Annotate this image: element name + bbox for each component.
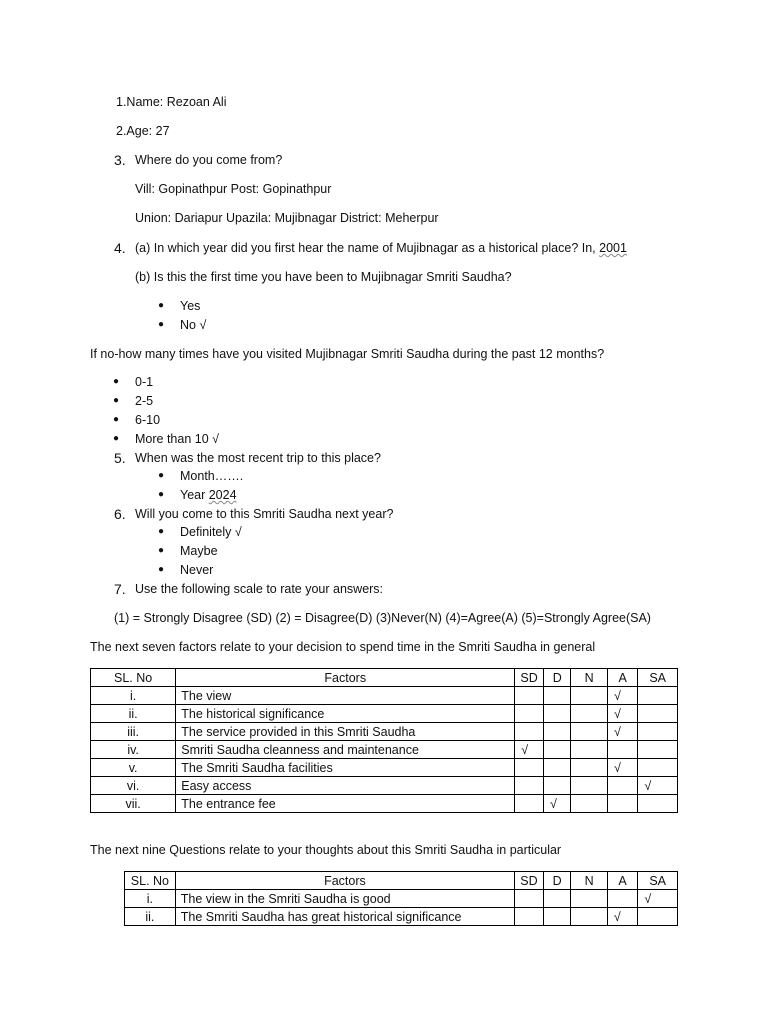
table-row bbox=[91, 705, 678, 723]
rating-cell-a: √ bbox=[607, 723, 637, 741]
table-row bbox=[91, 795, 678, 813]
factor-cell: The view in the Smriti Saudha is good bbox=[175, 890, 514, 908]
question-7-number: 7. bbox=[114, 581, 126, 597]
question-4a-text: (a) In which year did you first hear the name of Mujibnagar as a historical place? In, 2001 bbox=[135, 241, 627, 255]
visits-option: 6-10 bbox=[135, 413, 161, 427]
rating-cell-sd bbox=[515, 723, 544, 741]
question-3-number: 3. bbox=[114, 152, 126, 168]
rating-cell-sa bbox=[638, 795, 678, 813]
factor-cell: Easy access bbox=[176, 777, 515, 795]
factor-cell: The Smriti Saudha has great historical significance bbox=[175, 908, 514, 926]
factor-cell: Smriti Saudha cleanness and maintenance bbox=[176, 741, 515, 759]
question-6-text: Will you come to this Smriti Saudha next year? bbox=[135, 507, 394, 521]
rating-cell-sd bbox=[515, 795, 544, 813]
rating-cell-n bbox=[571, 741, 608, 759]
question-5-number: 5. bbox=[114, 450, 126, 466]
rating-cell-sa bbox=[638, 723, 678, 741]
visits-option: More than 10 √ bbox=[135, 432, 219, 446]
q6-option: Maybe bbox=[180, 544, 218, 558]
table-row bbox=[91, 723, 678, 741]
table-row bbox=[91, 741, 678, 759]
rating-cell-d bbox=[544, 777, 571, 795]
rating-cell-sd bbox=[515, 777, 544, 795]
q5-year: Year 2024 bbox=[180, 488, 237, 502]
rating-cell-n bbox=[571, 908, 608, 926]
serial-cell: i. bbox=[125, 890, 176, 908]
question-4b-text: (b) Is this the first time you have been to Mujibnagar Smriti Saudha? bbox=[135, 270, 512, 284]
table-header-row bbox=[125, 872, 678, 890]
factor-cell: The view bbox=[176, 687, 515, 705]
bullet-icon: ● bbox=[158, 489, 165, 500]
bullet-icon: ● bbox=[158, 319, 165, 330]
rating-cell-d bbox=[544, 741, 571, 759]
rating-cell-n bbox=[571, 687, 608, 705]
column-header: N bbox=[571, 872, 608, 890]
rating-table-2 bbox=[124, 871, 678, 926]
rating-cell-n bbox=[571, 759, 608, 777]
serial-cell: vi. bbox=[91, 777, 176, 795]
column-header: SD bbox=[515, 872, 544, 890]
question-4-number: 4. bbox=[114, 240, 126, 256]
question-3-text: Where do you come from? bbox=[135, 153, 283, 167]
bullet-icon: ● bbox=[158, 470, 165, 481]
factor-cell: The entrance fee bbox=[176, 795, 515, 813]
rating-cell-d: √ bbox=[544, 795, 571, 813]
table-1-intro: The next seven factors relate to your decision to spend time in the Smriti Saudha in general bbox=[90, 640, 596, 654]
column-header: SL. No bbox=[125, 872, 176, 890]
rating-cell-d bbox=[544, 705, 571, 723]
bullet-icon: ● bbox=[158, 300, 165, 311]
serial-cell: iii. bbox=[91, 723, 176, 741]
column-header: SL. No bbox=[91, 669, 176, 687]
rating-cell-sa bbox=[638, 741, 678, 759]
rating-scale: (1) = Strongly Disagree (SD) (2) = Disagree(D) (3)Never(N) (4)=Agree(A) (5)=Strongly Agree(SA) bbox=[114, 611, 651, 625]
q5-month: Month……. bbox=[180, 469, 244, 483]
rating-cell-a: √ bbox=[607, 705, 637, 723]
q6-option: Definitely √ bbox=[180, 525, 242, 539]
rating-cell-n bbox=[571, 705, 608, 723]
rating-cell-a bbox=[607, 795, 637, 813]
q4b-option-no: No √ bbox=[180, 318, 207, 332]
rating-cell-sa bbox=[638, 705, 678, 723]
column-header: A bbox=[607, 872, 637, 890]
rating-cell-d bbox=[543, 890, 570, 908]
rating-table-1 bbox=[90, 668, 678, 813]
q6-option: Never bbox=[180, 563, 214, 577]
visits-question: If no-how many times have you visited Mujibnagar Smriti Saudha during the past 12 months? bbox=[90, 347, 605, 361]
question-6-number: 6. bbox=[114, 506, 126, 522]
rating-cell-sa bbox=[638, 759, 678, 777]
rating-cell-a: √ bbox=[607, 908, 637, 926]
question-2-age: 2.Age: 27 bbox=[116, 124, 170, 138]
rating-cell-n bbox=[571, 890, 608, 908]
question-4a-year: 2001 bbox=[599, 241, 627, 255]
bullet-icon: ● bbox=[113, 414, 120, 425]
serial-cell: iv. bbox=[91, 741, 176, 759]
column-header: Factors bbox=[176, 669, 515, 687]
rating-cell-d bbox=[543, 908, 570, 926]
serial-cell: ii. bbox=[91, 705, 176, 723]
column-header: A bbox=[607, 669, 637, 687]
bullet-icon: ● bbox=[158, 564, 165, 575]
rating-cell-sa: √ bbox=[638, 890, 678, 908]
bullet-icon: ● bbox=[113, 376, 120, 387]
rating-cell-sa bbox=[638, 687, 678, 705]
table-header-row bbox=[91, 669, 678, 687]
serial-cell: i. bbox=[91, 687, 176, 705]
bullet-icon: ● bbox=[158, 545, 165, 556]
column-header: SA bbox=[638, 872, 678, 890]
rating-cell-n bbox=[571, 777, 608, 795]
rating-cell-a: √ bbox=[607, 759, 637, 777]
table-row bbox=[91, 759, 678, 777]
rating-cell-a bbox=[607, 890, 637, 908]
rating-cell-a: √ bbox=[607, 687, 637, 705]
rating-cell-n bbox=[571, 795, 608, 813]
table-row bbox=[125, 908, 678, 926]
table-row bbox=[91, 777, 678, 795]
table-row bbox=[125, 890, 678, 908]
rating-cell-sd bbox=[515, 759, 544, 777]
rating-cell-sd bbox=[515, 705, 544, 723]
rating-cell-d bbox=[544, 723, 571, 741]
table-row bbox=[91, 687, 678, 705]
rating-cell-d bbox=[544, 687, 571, 705]
rating-cell-a bbox=[607, 741, 637, 759]
rating-cell-sa: √ bbox=[638, 777, 678, 795]
question-1-name: 1.Name: Rezoan Ali bbox=[116, 95, 227, 109]
rating-cell-sa bbox=[638, 908, 678, 926]
rating-cell-sd: √ bbox=[515, 741, 544, 759]
address-line-1: Vill: Gopinathpur Post: Gopinathpur bbox=[135, 182, 332, 196]
serial-cell: v. bbox=[91, 759, 176, 777]
column-header: SA bbox=[638, 669, 678, 687]
rating-cell-a bbox=[607, 777, 637, 795]
visits-option: 2-5 bbox=[135, 394, 154, 408]
serial-cell: ii. bbox=[125, 908, 176, 926]
question-5-text: When was the most recent trip to this place? bbox=[135, 451, 381, 465]
factor-cell: The Smriti Saudha facilities bbox=[176, 759, 515, 777]
rating-cell-sd bbox=[515, 908, 544, 926]
bullet-icon: ● bbox=[113, 433, 120, 444]
question-7-text: Use the following scale to rate your answers: bbox=[135, 582, 384, 596]
factor-cell: The historical significance bbox=[176, 705, 515, 723]
rating-cell-sd bbox=[515, 687, 544, 705]
address-line-2: Union: Dariapur Upazila: Mujibnagar District: Meherpur bbox=[135, 211, 439, 225]
table-2-intro: The next nine Questions relate to your thoughts about this Smriti Saudha in particular bbox=[90, 843, 562, 857]
column-header: D bbox=[543, 872, 570, 890]
q4b-option-yes: Yes bbox=[180, 299, 201, 313]
rating-cell-d bbox=[544, 759, 571, 777]
serial-cell: vii. bbox=[91, 795, 176, 813]
rating-cell-sd bbox=[515, 890, 544, 908]
column-header: N bbox=[571, 669, 608, 687]
column-header: Factors bbox=[175, 872, 514, 890]
bullet-icon: ● bbox=[158, 526, 165, 537]
factor-cell: The service provided in this Smriti Saudha bbox=[176, 723, 515, 741]
rating-cell-n bbox=[571, 723, 608, 741]
visits-option: 0-1 bbox=[135, 375, 154, 389]
column-header: SD bbox=[515, 669, 544, 687]
column-header: D bbox=[544, 669, 571, 687]
bullet-icon: ● bbox=[113, 395, 120, 406]
